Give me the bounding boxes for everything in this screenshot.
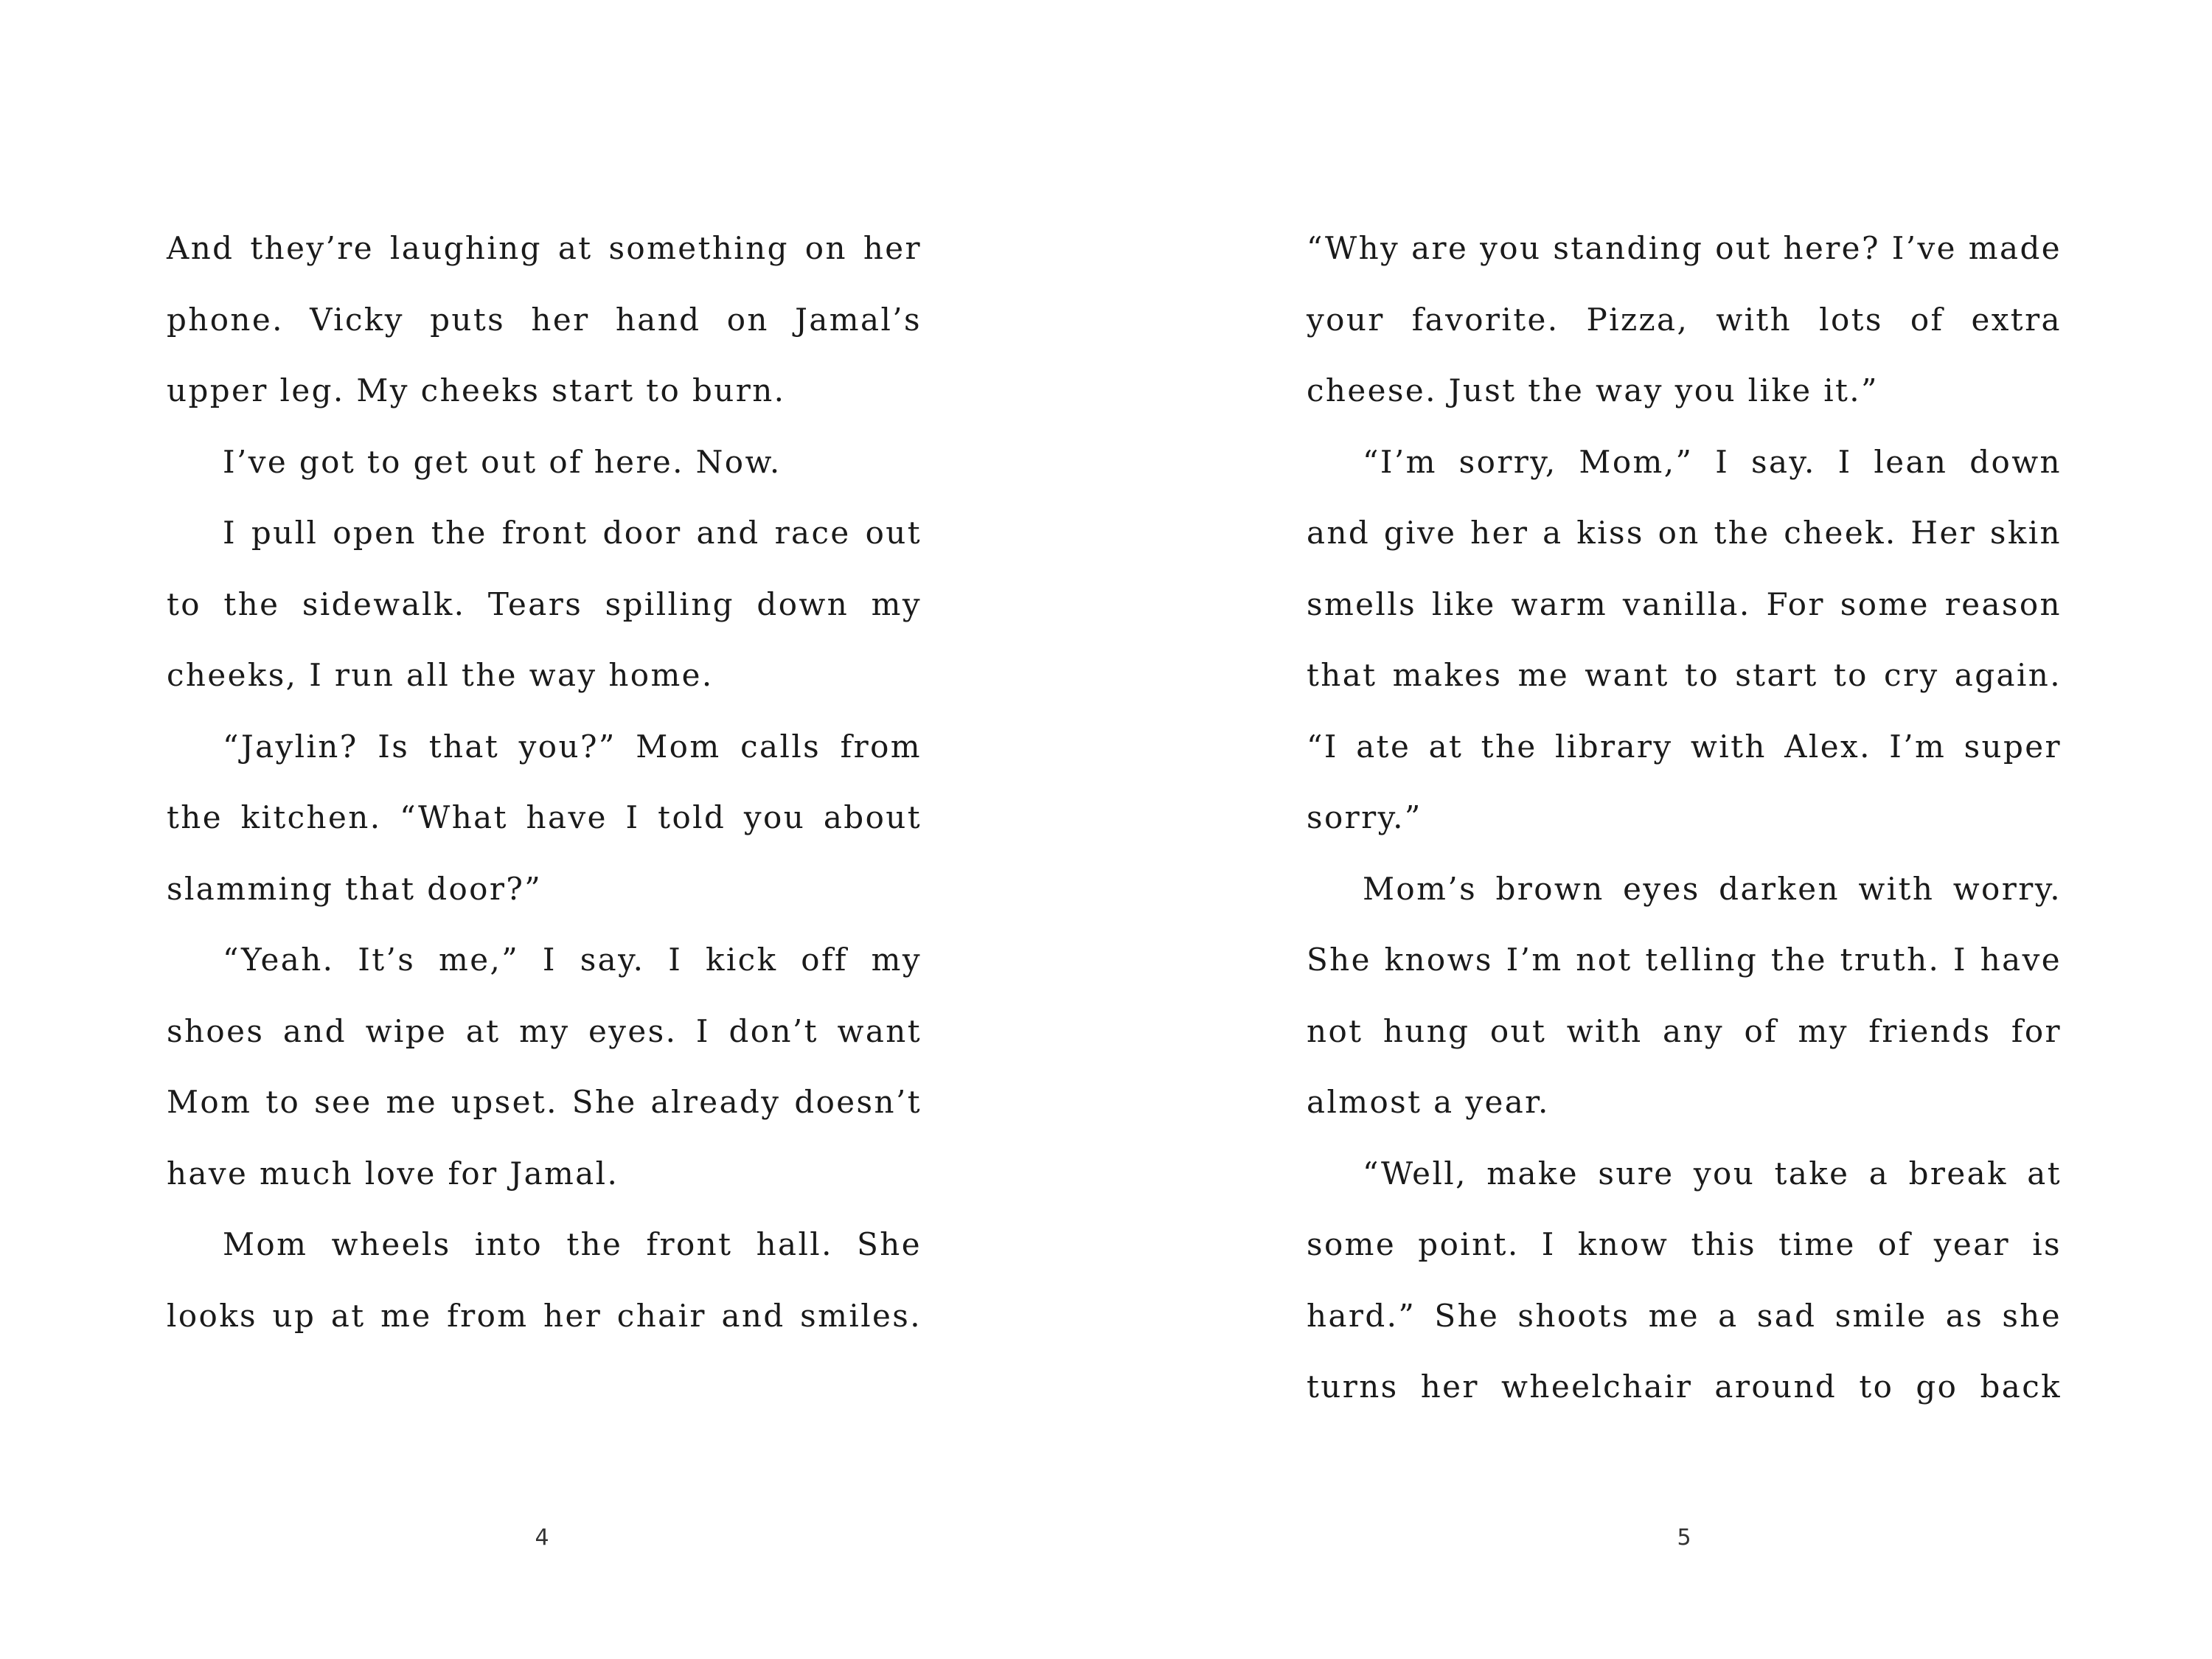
paragraph: Mom wheels into the front hall. She looks up at me from her chair and smiles.: [167, 1226, 922, 1334]
paragraph: “Well, make sure you take a break at some point. I know this time of year is hard.” She shoots me a sad smile as she turns her wheelchair around to go back: [1307, 1155, 2062, 1405]
paragraph: I pull open the front door and race out to the sidewalk. Tears spilling down my cheeks, I run all the way home.: [167, 515, 922, 693]
paragraph: “I’m sorry, Mom,” I say. I lean down and give her a kiss on the cheek. Her skin smells like warm vanilla. For some reason that makes me want to start to cry again. “I ate at the library with Alex. I’m super sorry.”: [1307, 443, 2062, 835]
paragraph: And they’re laughing at something on her phone. Vicky puts her hand on Jamal’s upper leg. My cheeks start to burn.: [167, 230, 922, 408]
paragraph: “Yeah. It’s me,” I say. I kick off my shoes and wipe at my eyes. I don’t want Mom to see me upset. She already doesn’t have much love for Jamal.: [167, 942, 922, 1192]
page-number: 5: [1677, 1525, 1691, 1551]
right-page-text: [1307, 213, 2062, 1423]
page-number: 4: [535, 1525, 549, 1551]
paragraph: “Why are you standing out here? I’ve made your favorite. Pizza, with lots of extra cheese. Just the way you like it.”: [1307, 230, 2062, 408]
paragraph: “Jaylin? Is that you?” Mom calls from the kitchen. “What have I told you about slamming that door?”: [167, 728, 922, 907]
right-page: [1106, 0, 2212, 1659]
paragraph: I’ve got to get out of here. Now.: [223, 443, 782, 480]
left-page-text: [167, 213, 922, 1352]
paragraph: Mom’s brown eyes darken with worry. She knows I’m not telling the truth. I have not hung out with any of my friends for almost a year.: [1307, 870, 2062, 1120]
